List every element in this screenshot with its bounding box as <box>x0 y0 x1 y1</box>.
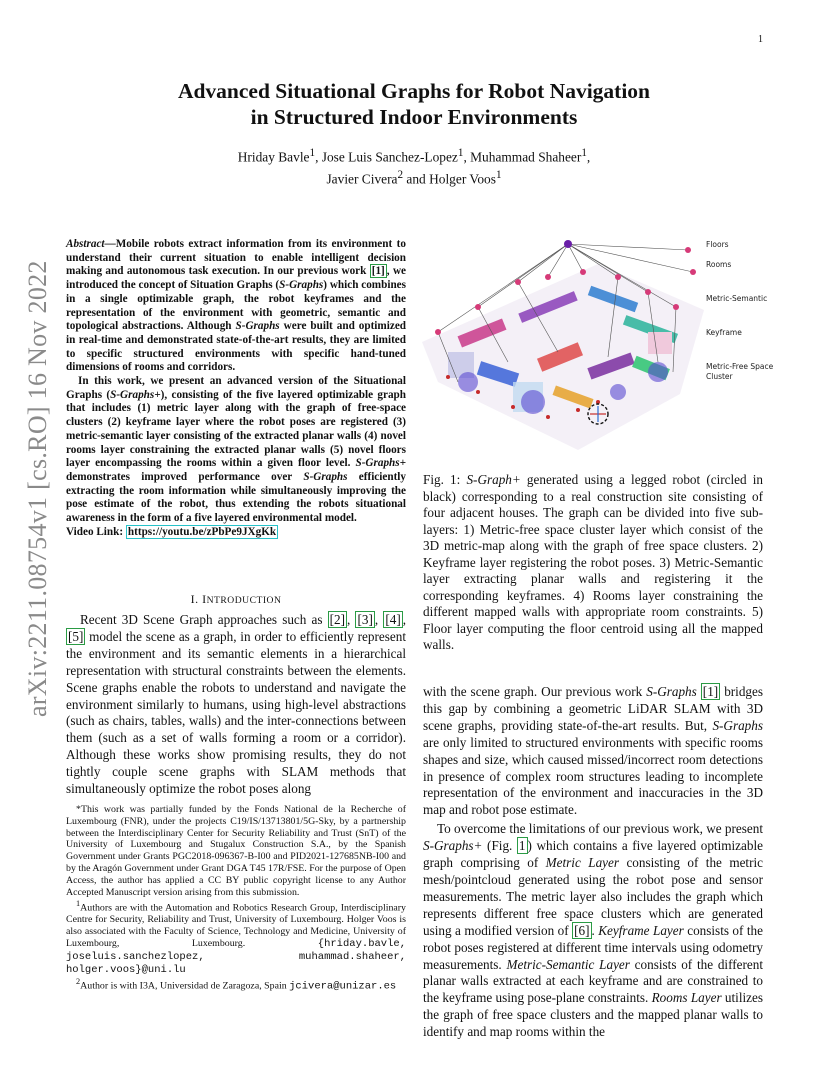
author-name: Hriday Bavle <box>237 149 310 165</box>
author-name: Jose Luis Sanchez-Lopez <box>321 149 458 165</box>
author-name: Javier Civera <box>326 171 398 187</box>
legend-metric-semantic: Metric-Semantic <box>706 294 768 303</box>
section-heading: I. INTRODUCTION <box>190 592 282 606</box>
intro-paragraph: Recent 3D Scene Graph approaches such as [2] , [3] , [4] , [5] model the scene as a graph, in order to efficiently represent the environment and its semantic elements in a hierarchical representation with structural constraints between the elements. Scene graphs enable the robots to understand and navigate the environment similarly to humans, using high-level abstractions (such as chairs, tables, walls) and the inter-connections between them (such as a set of walls forming a room or a corridor). Although these works show promising results, they do not tightly couple scene graphs with SLAM methods that simultaneously optimize the robot poses along <box>66 612 407 797</box>
citation-link[interactable]: [5] <box>68 628 84 644</box>
paper-title <box>100 78 728 130</box>
citation-link[interactable]: [3] <box>357 612 373 627</box>
page-number: 1 <box>758 34 763 45</box>
author-name: Holger Voos <box>429 171 496 187</box>
legend-metric-free-space: Metric-Free Space <box>706 362 774 371</box>
citation-link[interactable]: [1] <box>371 265 385 278</box>
author-name: Muhammad Shaheer <box>470 149 582 165</box>
funding-footnote: *This work was partially funded by the Fonds National de la Recherche of Luxembourg (FNR), under the projects C19/IS/13713801/5G-Sky, by a partnership between the Interdisciplinary Center for Security Reliability and Trust (SnT) of the University of Luxembourg and Stugalux Construction S.A., by the Spanish Government under Grants PGC2018-096367-B-I00 and PID2021-127685NB-I00 and by the Aragón Government under Grant DGA T45 17R/FSE. For the purpose of Open Access, the author has applied a CC BY public copyright license to any Author Accepted Manuscript version arising from this submission. <box>66 804 406 898</box>
paragraph: To overcome the limitations of our previous work, we present S-Graphs+ (Fig. 1 ) which contains a five layered optimizable graph comprising of Metric Layer consisting of the metric mesh/pointcloud generated using the robot pose and sensor measurements. The metric layer also includes the graph which represents different free space clusters which are generated using a modified version of [6] . Keyframe Layer consists of the robot poses registered at different time intervals using odometry measurements. Metric-Semantic Layer consists of the different planar walls extracted at each keyframe and are constrained to the keyframe using pose-plane constraints. Rooms Layer utilizes the graph of free space clusters and the mapped planar walls to identify and map rooms within the <box>423 821 764 1040</box>
figure-link[interactable]: 1 <box>518 838 526 854</box>
legend-cluster: Cluster <box>706 372 733 381</box>
paragraph: with the scene graph. Our previous work S-Graphs [1] bridges this gap by combining a geometric LiDAR SLAM with 3D scene graphs, providing state-of-the-art results. But, S-Graphs are only limited to structured environments with specific rooms shapes and size, which caused missed/incorrect room detections in presence of complex room structures leading to incomplete representation of the environment and inaccuracies in the 3D map and robot pose estimate. <box>423 684 764 818</box>
abstract: Abstract—Mobile robots extract information from its environment to understand their current situation to enable intelligent decision making and autonomous task execution. In our previous work [1] , we introduced the concept of Situation Graphs (S-Graphs) which combines in a single optimizable graph, the robot keyframes and the representation of the environment with geometric, semantic and topological abstractions. Although S-Graphs were built and optimized in real-time and demonstrated state-of-the-art results, they are limited to specific structured environments with specific hand-tuned dimensions of rooms and corridors. In this work, we present an advanced version of the Situational Graphs (S-Graphs+), consisting of the five layered optimizable graph that includes (1) metric layer along with the graph of free-space clusters (2) keyframe layer where the robot poses are registered (3) metric-semantic layer consisting of the extracted planar walls (4) novel rooms layer constraining the extracted planar walls (5) novel floors layer encompassing the rooms within a given floor level. S-Graphs+ demonstrates improved performance over S-Graphs efficiently extracting the room information while simultaneously improving the pose estimate of the robot, thus extending the robots situational awareness in the form of a five layered environmental model. Video Link: https://youtu.be/zPbPe9JXgKk <box>66 238 407 538</box>
video-link-row: Video Link: https://youtu.be/zPbPe9JXgKk <box>66 525 277 538</box>
legend-keyframe: Keyframe <box>706 328 742 337</box>
legend-floors: Floors <box>706 240 729 249</box>
legend-rooms: Rooms <box>706 260 732 269</box>
video-link[interactable]: https://youtu.be/zPbPe9JXgKk <box>127 525 277 538</box>
title-line-1: Advanced Situational Graphs for Robot Navigation <box>177 79 651 103</box>
affiliation-footnote-2: $^2$Author is with I3A, Universidad de Zaragoza, Spain jcivera@unizar.es <box>76 977 397 993</box>
figure-sgraph <box>418 232 778 464</box>
abstract-label: Abstract <box>66 238 105 250</box>
footnotes <box>66 804 406 994</box>
affiliation-footnote: $^1$Authors are with the Automation and Robotics Research Group, Interdisciplinary Centre for Security, Reliability and Trust, University of Luxembourg. Holger Voos is also associated with the Faculty of Science, Technology and Medicine, University of Luxembourg, Luxembourg. {hriday.bavle, joseluis.sanchezlopez, muhammad.shaheer, holger.voos}@uni.lu <box>66 899 406 976</box>
figure-caption: Fig. 1: S-Graph+ generated using a legged robot (circled in black) corresponding to a real construction site consisting of four adjacent houses. The graph can be divided into five sub-layers: 1) Metric-free space cluster layer which consist of the 3D metric-map along with the graph of free space clusters. 2) Keyframe layer registering the robot poses. 3) Metric-Semantic layer extracting planar walls and registering it the corresponding keyframes. 4) Rooms layer constraining the different mapped walls with appropriate room constraints. 5) Floor layer computing the floor centroid using all the mapped walls. <box>423 472 763 652</box>
citation-link[interactable]: [4] <box>385 612 401 627</box>
author-list: Hriday Bavle$^1$, Jose Luis Sanchez-Lopez$^1$, Muhammad Shaheer$^1$, Javier Civera$^2$ and Holger Voos$^1$ <box>237 147 591 187</box>
arxiv-stamp: arXiv:2211.08754v1 [cs.RO] 16 Nov 2022 <box>23 260 52 717</box>
citation-link[interactable]: [6] <box>574 922 590 938</box>
citation-link[interactable]: [1] <box>702 684 719 699</box>
column-2-text <box>423 684 763 1041</box>
title-line-2: in Structured Indoor Environments <box>250 105 578 129</box>
citation-link[interactable]: [2] <box>329 612 346 627</box>
